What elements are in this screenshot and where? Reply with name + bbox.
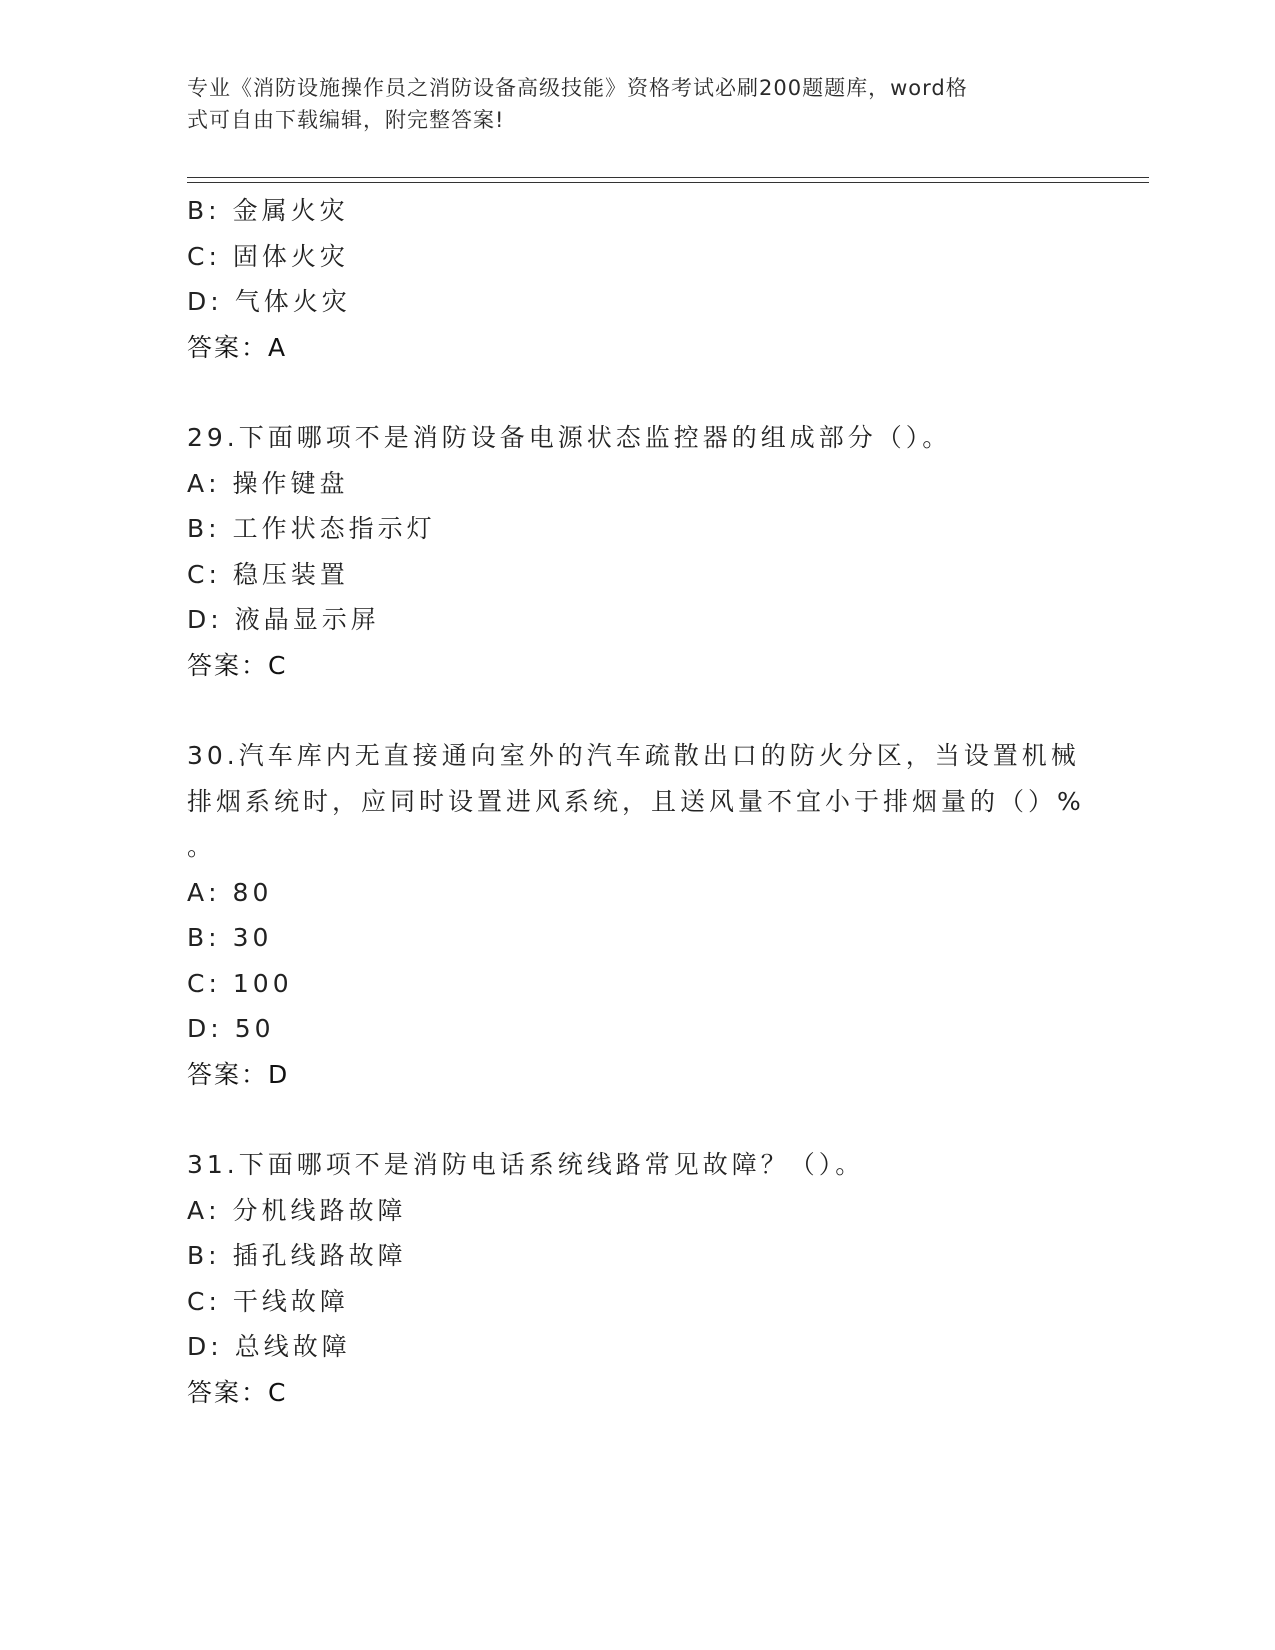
option-separator: : (208, 468, 221, 498)
question-stem-line: 31.下面哪项不是消防电话系统线路常见故障？（）。 (187, 1150, 865, 1179)
option-text: 工作状态指示灯 (232, 514, 436, 543)
question-stem (187, 415, 1087, 461)
option-text: 总线故障 (234, 1332, 351, 1361)
question-gap (187, 370, 1087, 415)
answer-label: 答案： (187, 650, 269, 680)
option-text: 插孔线路故障 (232, 1241, 407, 1270)
header-line-1: 专业《消防设施操作员之消防设备高级技能》资格考试必刷200题题库，word格 (187, 76, 968, 100)
option-d (187, 1324, 1087, 1370)
option-separator: : (208, 1241, 221, 1270)
option-letter: B (187, 1241, 209, 1270)
answer-line (187, 643, 1087, 689)
answer-value: A (268, 332, 288, 362)
option-b (187, 506, 1087, 552)
option-letter: C (187, 968, 209, 998)
option-letter: D (187, 1332, 211, 1361)
option-separator: : (210, 1014, 223, 1043)
option-d (187, 597, 1087, 643)
option-b (187, 188, 1087, 234)
option-text: 操作键盘 (232, 468, 349, 498)
question-29 (187, 415, 1087, 688)
option-separator: : (208, 559, 221, 589)
option-text: 80 (232, 877, 273, 907)
answer-value: C (268, 650, 288, 680)
option-separator: : (208, 241, 221, 271)
question-28-continued (187, 188, 1087, 370)
answer-label: 答案： (187, 1377, 269, 1407)
question-list (187, 188, 1087, 1415)
answer-line (187, 1052, 1087, 1098)
option-text: 稳压装置 (232, 559, 349, 589)
option-separator: : (210, 1332, 223, 1361)
question-stem (187, 733, 1087, 870)
option-text: 干线故障 (232, 1286, 349, 1316)
option-text: 固体火灾 (232, 241, 349, 271)
option-letter: B (187, 196, 209, 225)
question-stem-line: 30.汽车库内无直接通向室外的汽车疏散出口的防火分区，当设置机械 (187, 741, 1080, 770)
option-letter: D (187, 287, 211, 316)
question-30 (187, 733, 1087, 1097)
question-stem-line: 排烟系统时，应同时设置进风系统，且送风量不宜小于排烟量的（）% (187, 786, 1085, 816)
question-gap (187, 1097, 1087, 1142)
answer-line (187, 325, 1087, 371)
option-b (187, 1233, 1087, 1279)
option-letter: C (187, 1286, 209, 1316)
option-b (187, 915, 1087, 961)
option-text: 金属火灾 (232, 196, 349, 225)
header-divider-bottom (187, 182, 1149, 183)
answer-value: C (268, 1377, 288, 1407)
option-separator: : (210, 605, 223, 634)
option-separator: : (208, 1195, 221, 1225)
answer-label: 答案： (187, 332, 269, 362)
option-letter: B (187, 923, 209, 952)
option-separator: : (208, 877, 221, 907)
header-line-2: 式可自由下载编辑，附完整答案! (187, 108, 505, 132)
question-stem-line: 29.下面哪项不是消防设备电源状态监控器的组成部分（）。 (187, 423, 952, 452)
option-letter: A (187, 468, 209, 498)
answer-line (187, 1370, 1087, 1416)
option-separator: : (208, 1286, 221, 1316)
option-separator: : (208, 968, 221, 998)
option-separator: : (208, 196, 221, 225)
option-c (187, 1279, 1087, 1325)
option-d (187, 279, 1087, 325)
option-text: 30 (232, 923, 273, 952)
answer-label: 答案： (187, 1059, 269, 1089)
answer-value: D (268, 1059, 290, 1089)
option-text: 分机线路故障 (232, 1195, 407, 1225)
option-letter: D (187, 605, 211, 634)
option-letter: D (187, 1014, 211, 1043)
option-separator: : (208, 923, 221, 952)
option-c (187, 552, 1087, 598)
option-c (187, 234, 1087, 280)
question-stem (187, 1142, 1087, 1188)
header-divider-top (187, 177, 1149, 178)
option-text: 100 (232, 968, 293, 998)
question-stem-line: 。 (187, 832, 217, 861)
option-letter: A (187, 1195, 209, 1225)
option-a (187, 870, 1087, 916)
option-a (187, 1188, 1087, 1234)
option-letter: B (187, 514, 209, 543)
option-letter: C (187, 241, 209, 271)
document-header (187, 72, 1067, 136)
option-a (187, 461, 1087, 507)
option-letter: A (187, 877, 209, 907)
option-text: 液晶显示屏 (234, 605, 380, 634)
option-text: 气体火灾 (234, 287, 351, 316)
option-letter: C (187, 559, 209, 589)
option-text: 50 (234, 1014, 275, 1043)
option-separator: : (208, 514, 221, 543)
option-d (187, 1006, 1087, 1052)
question-31 (187, 1142, 1087, 1415)
option-c (187, 961, 1087, 1007)
question-gap (187, 688, 1087, 733)
option-separator: : (210, 287, 223, 316)
